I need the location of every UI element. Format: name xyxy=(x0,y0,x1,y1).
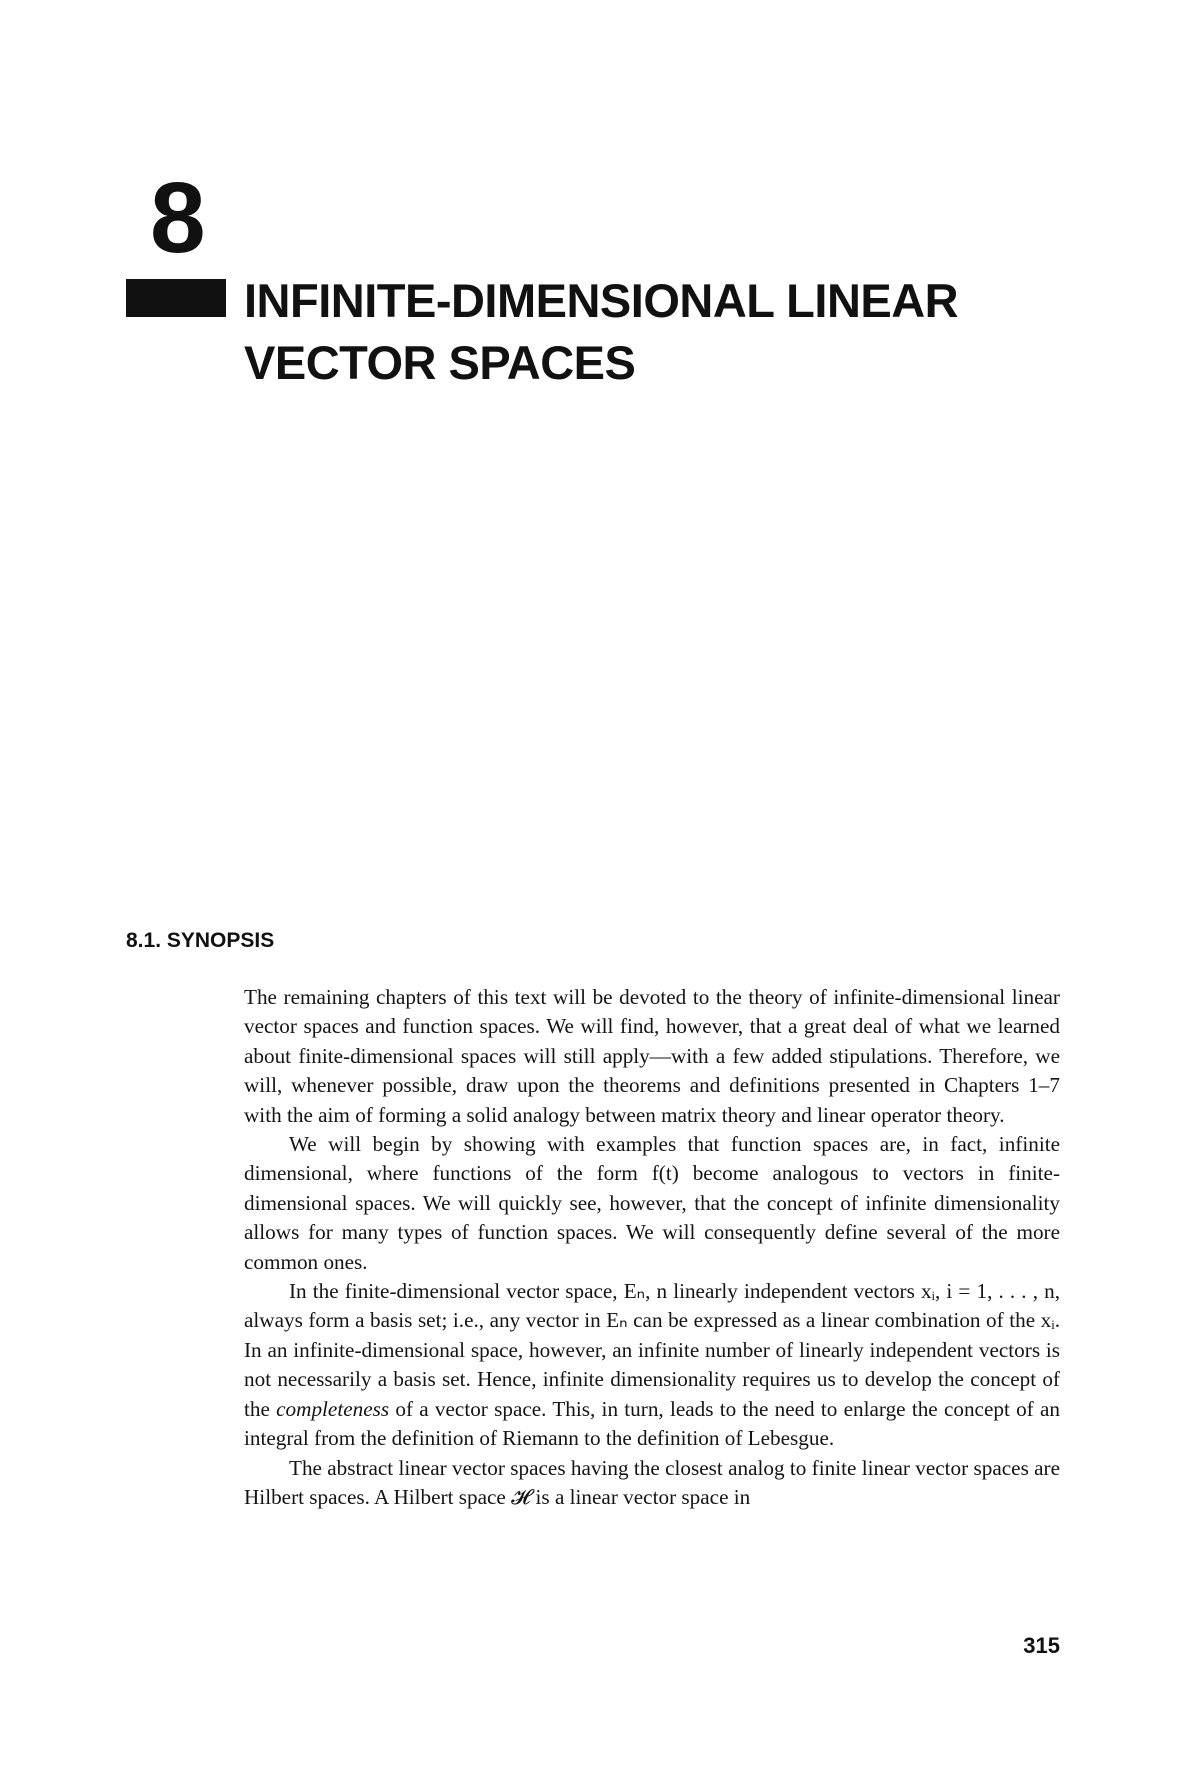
chapter-title-line-1: INFINITE-DIMENSIONAL LINEAR xyxy=(244,274,959,327)
chapter-number: 8 xyxy=(150,162,204,274)
chapter-title xyxy=(244,270,1104,394)
paragraph: The abstract linear vector spaces having the closest analog to finite linear vector spaces are Hilbert spaces. A Hilbert space 𝓗 is a linear vector space in xyxy=(244,1455,1060,1509)
paragraph-text: In the finite-dimensional vector space, Eₙ, n linearly independent vectors xᵢ, i = 1, . . . , n, always form a basis set; i.e., any vector in Eₙ can be expressed as a linear combination of the xᵢ. In an infinite-dimensional space, however, an infinite number of linearly independent vectors is not necessarily a basis set. Hence, infinite dimensionality requires us to develop the concept of the xyxy=(244,1279,1060,1421)
emphasized-term: completeness xyxy=(276,1396,390,1421)
paragraph: The remaining chapters of this text will be devoted to the theory of infinite-dimensional linear vector spaces and function spaces. We will find, however, that a great deal of what we learned about finite-dimensional spaces will still apply—with a few added stipulations. Therefore, we will, whenever possible, draw upon the theorems and definitions presented in Chapters 1–7 with the aim of forming a solid analogy between matrix theory and linear operator theory. xyxy=(244,985,1060,1127)
paragraph-text: of a vector space. This, in turn, leads to the need to enlarge the concept of an integral from the definition of Riemann to the definition of Lebesgue. xyxy=(244,1396,1060,1451)
paragraph: We will begin by showing with examples that function spaces are, in fact, infinite dimensional, where functions of the form f(t) become analogous to vectors in finite-dimensional spaces. We will quickly see, however, that the concept of infinite dimensionality allows for many types of function spaces. We will consequently define several of the more common ones. xyxy=(244,1132,1060,1274)
section-heading: 8.1. SYNOPSIS xyxy=(126,929,275,952)
chapter-title-line-2: VECTOR SPACES xyxy=(244,336,636,389)
chapter-title-bar xyxy=(126,279,226,317)
body-text xyxy=(244,983,1060,1512)
paragraph xyxy=(244,1277,1060,1453)
page-number: 315 xyxy=(1023,1633,1060,1658)
